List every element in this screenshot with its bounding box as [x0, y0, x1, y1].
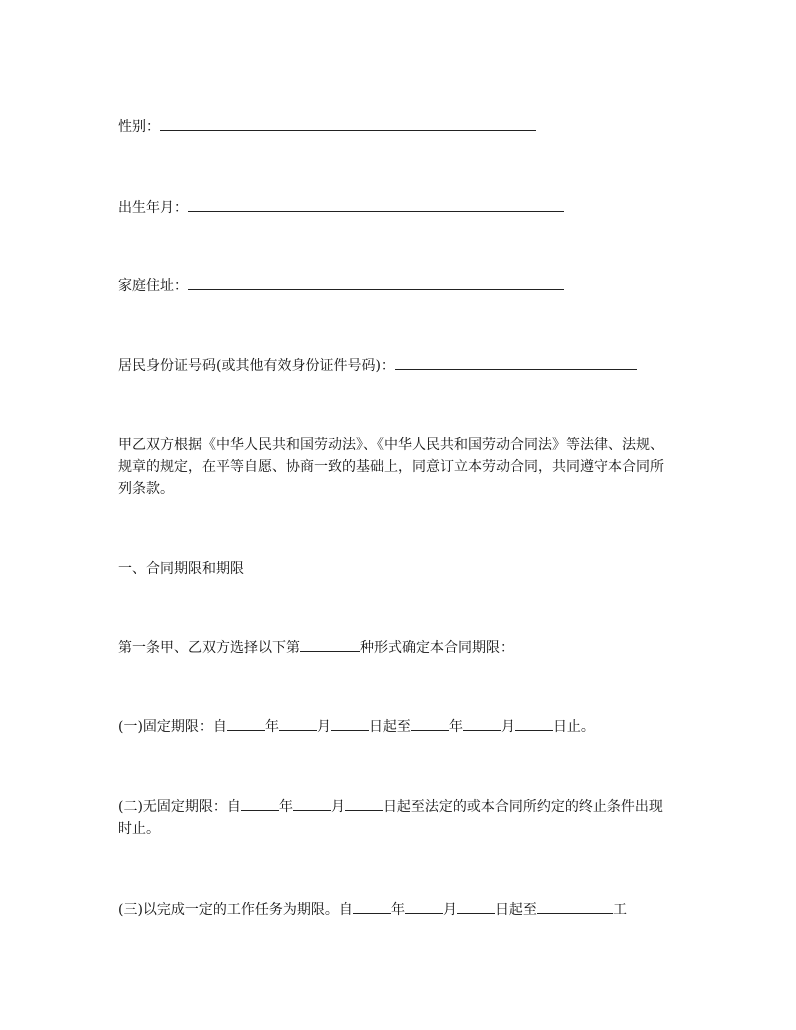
opt1-from-to: 日起至 — [368, 719, 411, 735]
opt1-start-day-blank[interactable] — [331, 716, 369, 731]
birth-blank[interactable] — [188, 197, 564, 212]
opt2-month-blank[interactable] — [293, 796, 331, 811]
opt3-task-blank[interactable] — [537, 899, 613, 914]
address-label: 家庭住址： — [118, 278, 188, 294]
article1-blank[interactable] — [300, 637, 360, 652]
section1-title: 一、合同期限和期限 — [118, 561, 244, 577]
article1-before: 第一条甲、乙双方选择以下第 — [118, 640, 300, 656]
id-field — [118, 355, 637, 377]
address-blank[interactable] — [188, 275, 564, 290]
opt2-month-label: 月 — [330, 799, 345, 815]
opt2-day-blank[interactable] — [345, 796, 383, 811]
opt2-year-blank[interactable] — [241, 796, 279, 811]
opt3-year-blank[interactable] — [353, 899, 391, 914]
id-label: 居民身份证号码(或其他有效身份证件号码)： — [118, 358, 395, 374]
opt1-year2-label: 年 — [448, 719, 463, 735]
opt1-end-day-blank[interactable] — [515, 716, 553, 731]
opt3-month-blank[interactable] — [405, 899, 443, 914]
option-task-term — [118, 899, 627, 921]
opt3-from-to: 日起至 — [494, 902, 537, 918]
opt3-end: 工 — [612, 902, 627, 918]
opt1-start-year-blank[interactable] — [227, 716, 265, 731]
opt2-prefix: (二)无固定期限：自 — [118, 799, 241, 815]
opt2-year-label: 年 — [278, 799, 293, 815]
opt1-end-month-blank[interactable] — [463, 716, 501, 731]
option-fixed-term — [118, 716, 595, 738]
id-blank[interactable] — [395, 355, 637, 370]
birth-label: 出生年月： — [118, 200, 188, 216]
opt3-year-label: 年 — [390, 902, 405, 918]
opt1-prefix: (一)固定期限：自 — [118, 719, 227, 735]
article1 — [118, 637, 514, 659]
opt1-end: 日止。 — [552, 719, 595, 735]
opt1-start-month-blank[interactable] — [279, 716, 317, 731]
birth-field — [118, 197, 564, 219]
intro-paragraph: 甲乙双方根据《中华人民共和国劳动法》、《中华人民共和国劳动合同法》等法律、法规、规章的规定，在平等自愿、协商一致的基础上，同意订立本劳动合同，共同遵守本合同所列条款。 — [118, 437, 664, 497]
opt3-prefix: (三)以完成一定的工作任务为期限。自 — [118, 902, 353, 918]
opt3-month-label: 月 — [442, 902, 457, 918]
opt3-day-blank[interactable] — [457, 899, 495, 914]
address-field — [118, 275, 564, 297]
gender-label: 性别： — [118, 119, 160, 135]
gender-field — [118, 116, 536, 138]
opt1-year-label: 年 — [264, 719, 279, 735]
article1-after: 种形式确定本合同期限： — [360, 640, 514, 656]
opt1-end-year-blank[interactable] — [411, 716, 449, 731]
opt2-rest: 日起至法定的或本合同所约定的终止条件出现时止。 — [118, 799, 663, 837]
gender-blank[interactable] — [160, 116, 536, 131]
option-open-term — [118, 796, 674, 840]
opt1-month-label: 月 — [316, 719, 331, 735]
opt1-month2-label: 月 — [500, 719, 515, 735]
